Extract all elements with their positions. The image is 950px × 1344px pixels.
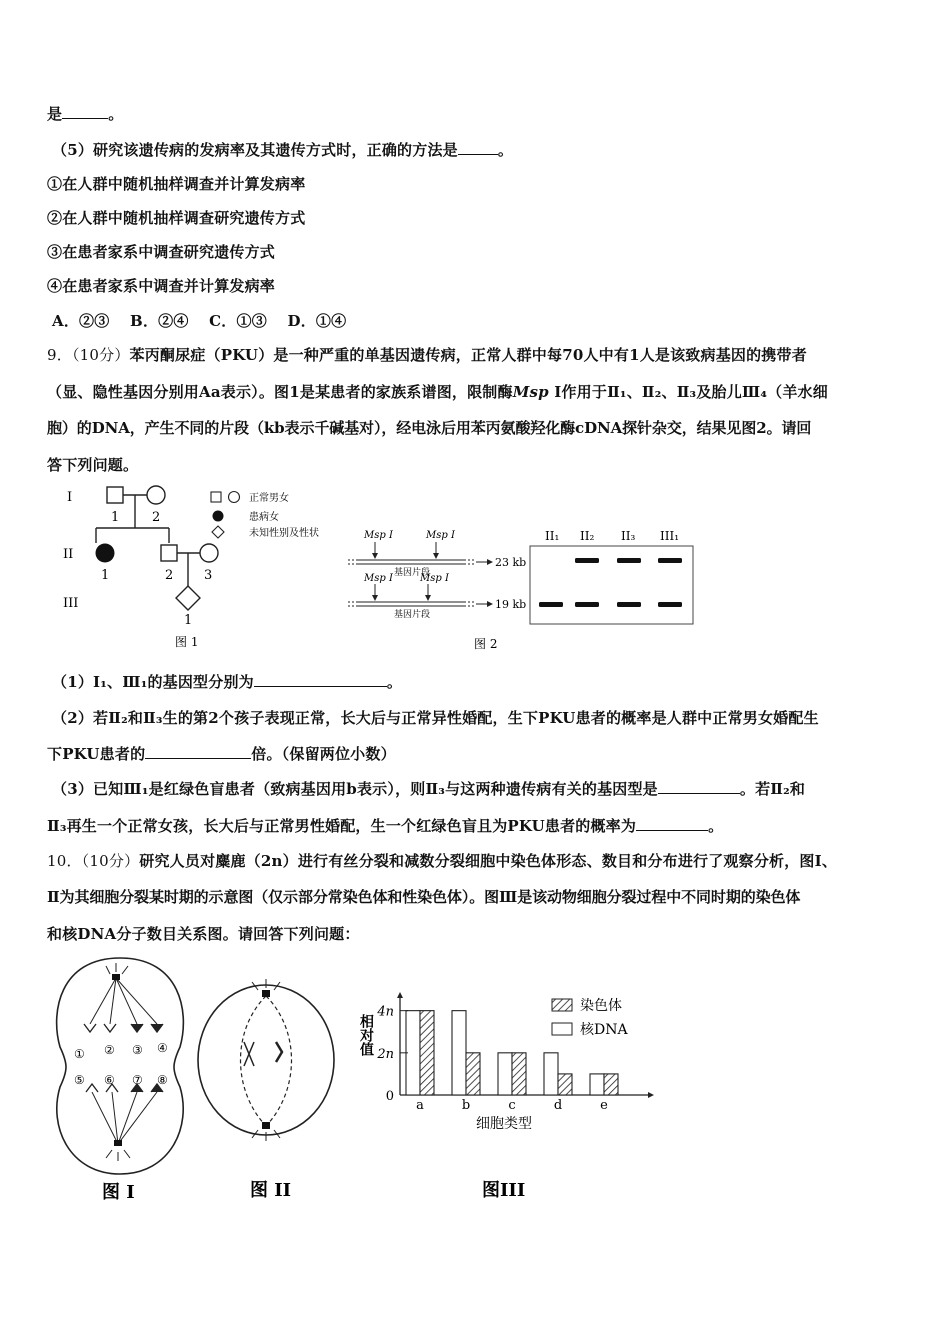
bar-nuclear-dna-c	[498, 1053, 512, 1095]
figure-I-dividing-cell	[40, 952, 200, 1202]
q9-line4: 答下列问题。	[47, 456, 139, 474]
lane-label: III₁	[660, 529, 680, 543]
gen-label-i: I	[67, 490, 73, 505]
q9-subq2-line2: 下PKU患者的 倍。（保留两位小数）	[47, 745, 396, 763]
q9-subq3-line2: Ⅱ₃再生一个正常女孩，长大后与正常男性婚配，生一个红绿色盲且为PKU患者的概率为 。	[47, 817, 724, 835]
bar-chromosome-e	[604, 1074, 618, 1095]
gen-label-ii: II	[63, 547, 74, 562]
gel-band-ii2-23kb	[575, 558, 599, 563]
num-i1: 1	[111, 510, 120, 525]
chart-ylabel: 相对值	[358, 1014, 374, 1056]
fig2-caption: 图 2	[474, 637, 498, 651]
gel-figure	[340, 520, 700, 655]
num-ii3: 3	[204, 568, 213, 583]
figure-II-dividing-cell	[192, 970, 342, 1202]
size-23kb: 23 kb	[495, 556, 527, 569]
bar-nuclear-dna-e	[590, 1074, 604, 1095]
legend-chromosome: 染色体	[580, 998, 622, 1014]
gel-band-ii3-23kb	[617, 558, 641, 563]
chromosome-label: ⑧	[157, 1073, 168, 1087]
chart-x-tick-label: e	[600, 1098, 608, 1113]
chart-x-tick-label: c	[508, 1098, 516, 1113]
lane-label: II₂	[580, 529, 595, 543]
num-iii1: 1	[184, 613, 193, 628]
enzyme-site-label: Msp I	[364, 530, 393, 541]
enzyme-site-label: Msp I	[420, 573, 449, 584]
chromosome-label: ⑦	[132, 1073, 143, 1087]
num-ii2: 2	[165, 568, 174, 583]
chromosome-label: ②	[104, 1043, 115, 1057]
chart-y-tick-label: 2n	[377, 1046, 394, 1062]
q8-option-2: ②在人群中随机抽样调查研究遗传方式	[47, 209, 306, 227]
bar-nuclear-dna-b	[452, 1011, 466, 1095]
chart-x-tick-label: a	[416, 1098, 424, 1113]
chart-y-tick-label: 4n	[377, 1004, 394, 1020]
pedigree-i2-female	[147, 486, 165, 504]
legend-square-icon	[211, 492, 221, 502]
pedigree-figure	[55, 483, 335, 653]
bar-chromosome-c	[512, 1053, 526, 1095]
size-19kb: 19 kb	[495, 598, 527, 611]
fragment-label: 基因片段	[394, 610, 431, 620]
q8-choices: A．②③ B．②④ C．①③ D．①④	[52, 312, 347, 330]
bar-chromosome-d	[558, 1074, 572, 1095]
q8-option-3: ③在患者家系中调查研究遗传方式	[47, 243, 276, 261]
q8-line0: 是 。	[47, 105, 124, 123]
gel-band-iii1-19kb	[658, 602, 682, 607]
legend-hatched-swatch	[552, 999, 572, 1011]
fragment-label: 基因片段	[394, 568, 431, 578]
gel-band-ii3-19kb	[617, 602, 641, 607]
chromosome-label: ③	[132, 1043, 143, 1057]
num-ii1: 1	[101, 568, 110, 583]
legend-open-swatch	[552, 1023, 572, 1035]
q9-subq2-line1: （2）若Ⅱ₂和Ⅱ₃生的第2个孩子表现正常，长大后与正常异性婚配，生下PKU患者的概率是人群中正常男女婚配生	[52, 709, 819, 727]
chromosome-label: ⑤	[74, 1073, 85, 1087]
num-i2: 2	[152, 510, 161, 525]
legend-nuclear-dna: 核DNA	[580, 1022, 628, 1038]
gel-box	[530, 546, 693, 624]
q9-line1: 9．（10分）苯丙酮尿症（PKU）是一种严重的单基因遗传病，正常人群中每70人中有1人是该致病基因的携带者	[47, 346, 807, 364]
q9-subq1: （1）I₁、Ⅲ₁的基因型分别为 。	[52, 673, 403, 691]
gel-band-ii1-19kb	[539, 602, 563, 607]
pedigree-ii3-female	[200, 544, 218, 562]
figI-caption: 图 I	[102, 1182, 135, 1202]
pedigree-ii1-affected-female	[96, 544, 115, 563]
chromosome-label: ④	[157, 1041, 168, 1055]
chromosome-label: ⑥	[104, 1073, 115, 1087]
chart-xlabel: 细胞类型	[476, 1116, 532, 1132]
q8-subq5: （5）研究该遗传病的发病率及其遗传方式时，正确的方法是 。	[52, 141, 514, 159]
bar-chromosome-b	[466, 1053, 480, 1095]
legend-filled-circle-icon	[213, 511, 224, 522]
enzyme-site-label: Msp I	[364, 573, 393, 584]
legend-normal-label: 正常男女	[249, 493, 289, 504]
q10-line2: Ⅱ为其细胞分裂某时期的示意图（仅示部分常染色体和性染色体）。图Ⅲ是该动物细胞分裂过程中不同时期的染色体	[47, 888, 801, 906]
q9-line2: （显、隐性基因分别用Aa表示）。图1是某患者的家族系谱图，限制酶Msp I作用于Ⅱ₁、Ⅱ₂、Ⅱ₃及胎儿Ⅲ₄（羊水细	[47, 383, 828, 401]
chart-y-tick-label: 0	[385, 1089, 394, 1104]
q8-option-4: ④在患者家系中调查并计算发病率	[47, 277, 276, 295]
figIII-caption: 图III	[482, 1180, 526, 1201]
pedigree-iii1-unknown	[176, 586, 200, 610]
enzyme-name: Msp	[512, 383, 549, 401]
chart-x-tick-label: b	[461, 1098, 471, 1113]
bar-nuclear-dna-d	[544, 1053, 558, 1095]
figII-caption: 图 II	[250, 1180, 292, 1201]
y-axis-arrow-icon	[397, 992, 403, 998]
chromosome-label: ①	[74, 1047, 85, 1061]
bar-nuclear-dna-a	[406, 1011, 420, 1095]
enzyme-site-label: Msp I	[426, 530, 455, 541]
legend-affected-label: 患病女	[249, 512, 279, 523]
fig1-caption: 图 1	[175, 635, 199, 649]
lane-label: II₁	[545, 529, 560, 543]
pedigree-i1-male	[107, 487, 123, 503]
q8-option-1: ①在人群中随机抽样调查并计算发病率	[47, 175, 306, 193]
gel-band-ii2-19kb	[575, 602, 599, 607]
q10-line1: 10．（10分）研究人员对麋鹿（2n）进行有丝分裂和减数分裂细胞中染色体形态、数目和分布进行了观察分析，图Ⅰ、	[47, 852, 838, 870]
q9-subq3-line1: （3）已知Ⅲ₁是红绿色盲患者（致病基因用b表示），则Ⅱ₃与这两种遗传病有关的基因型是 。若Ⅱ₂和	[52, 780, 806, 798]
x-axis-arrow-icon	[648, 1092, 654, 1098]
q10-line3: 和核DNA分子数目关系图。请回答下列问题：	[47, 925, 360, 943]
legend-unknown-label: 未知性别及性状	[249, 528, 319, 539]
legend-diamond-icon	[212, 526, 224, 538]
q9-line3: 胞）的DNA，产生不同的片段（kb表示千碱基对），经电泳后用苯丙氨酸羟化酶cDNA探针杂交，结果见图2。请回	[47, 419, 812, 437]
gel-band-iii1-23kb	[658, 558, 682, 563]
legend-circle-icon	[229, 492, 240, 503]
chart-x-tick-label: d	[553, 1098, 563, 1113]
figure-III-bar-chart	[352, 990, 662, 1202]
bar-chromosome-a	[420, 1011, 434, 1095]
gen-label-iii: III	[63, 596, 79, 611]
lane-label: II₃	[621, 529, 636, 543]
pedigree-ii2-male	[161, 545, 177, 561]
